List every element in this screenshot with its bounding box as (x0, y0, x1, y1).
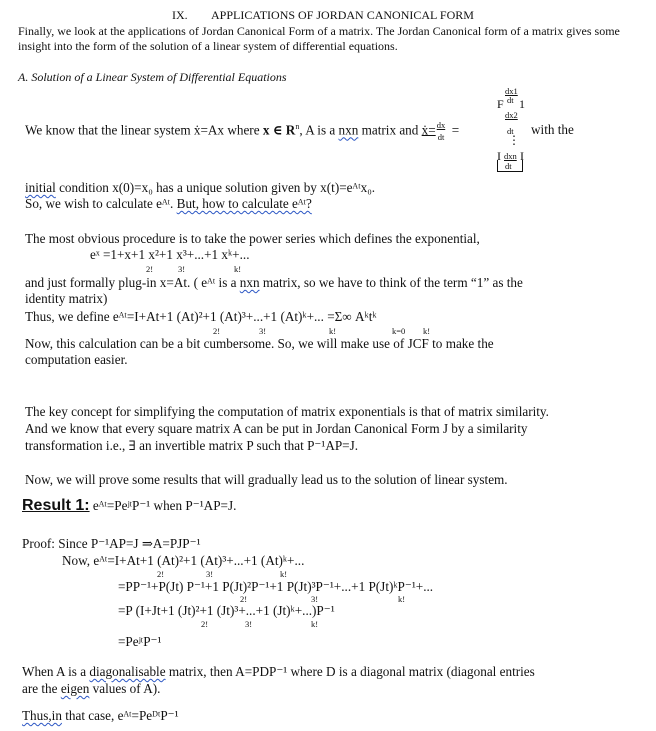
initial-condition-line (25, 180, 375, 196)
system-nxn: nxn (338, 122, 359, 138)
diag-eigen: eigen (60, 681, 90, 696)
system-line: We know that the linear system ẋ=Ax where x ∈ $R^n$, A is a nxn matrix and ẋ= $\frac{dx}{dt}$ = (25, 120, 460, 143)
system-condition: x ∈ R (262, 122, 296, 138)
system-with-the: with the (531, 122, 574, 137)
proof-since: Proof: Since P⁻¹AP=J ⇒A=PJP⁻¹ (22, 536, 201, 551)
series-denom-2: 2! (146, 264, 154, 274)
result-1-label: Result 1: (22, 497, 90, 514)
intro-line-2: insight into the form of the solution of a linear system of differential equations. (18, 39, 398, 53)
system-xdot: ẋ= (421, 122, 436, 138)
define-denom-k: k! (329, 326, 337, 336)
define-denom-2: 2! (213, 326, 221, 336)
plugin-identity: identity matrix) (25, 291, 108, 306)
vector-dxn: dxn (504, 151, 517, 161)
system-where: where (224, 122, 263, 138)
result-1 (22, 497, 236, 515)
vector-dt-n: dt (505, 161, 512, 171)
proof-pp-denom-k: k! (398, 594, 406, 604)
key-concept-line-2: And we know that every square matrix A can be put in Jordan Canonical Form J by a similarity (25, 421, 528, 436)
heading-title: APPLICATIONS OF JORDAN CANONICAL FORM (211, 8, 474, 22)
proof-final: =PeʲᵗP⁻¹ (118, 634, 162, 649)
define-denom-3: 3! (259, 326, 267, 336)
proof-pp-line: =PP⁻¹+P(Jt) P⁻¹+1 P(Jt)²P⁻¹+1 P(Jt)³P⁻¹+...+1 P(Jt)ᵏP⁻¹+... (118, 579, 434, 594)
plugin-b: matrix, so we have to think of the term “1” as the (259, 275, 523, 290)
system-matrix-and: matrix and (358, 122, 422, 138)
vector-dx1: dx1 (505, 86, 518, 96)
diag-word: diagonalisable (89, 664, 166, 679)
define-sum-index: k=0 (392, 326, 406, 336)
system-dt: dt (437, 132, 445, 143)
plugin-a: and just formally plug-in x=At. ( eᴬᵗ is a (25, 275, 240, 290)
heading-numeral: IX. (172, 8, 188, 22)
intro-line-1: Finally, we look at the applications of Jordan Canonical Form of a matrix. The Jordan Canonical form of a matrix gives some (18, 24, 620, 38)
calc-wish: So, we wish to calculate eᴬᵗ. (25, 196, 177, 211)
vector-dots: ⋮ (508, 133, 520, 147)
diag-line-1 (22, 664, 535, 680)
proof-now-denom-k: k! (280, 569, 288, 579)
obvious-procedure: The most obvious procedure is to take the power series which defines the exponential, (25, 231, 480, 246)
proof-bracket-denom-k: k! (311, 619, 319, 629)
system-a-is: , A is a (299, 122, 339, 138)
diag-a: When A is a (22, 664, 90, 679)
series-denom-3: 3! (178, 264, 186, 274)
diag-d: values of A). (89, 681, 161, 696)
plugin-nxn: nxn (239, 275, 260, 290)
calc-question: But, how to calculate eᴬᵗ? (176, 196, 312, 211)
vector-bracket-mid: I (497, 149, 501, 163)
cumbersome-line-1: Now, this calculation can be a bit cumbersome. So, we will make use of JCF to make the (25, 336, 494, 351)
diag-line-2 (22, 681, 160, 697)
proof-bracket-denom-3: 3! (245, 619, 253, 629)
thus-word: Thus,in (22, 708, 62, 723)
section-heading (172, 8, 474, 23)
section-a-title: A. Solution of a Linear System of Differential Equations (18, 70, 287, 84)
vector-dt-1: dt (507, 95, 514, 105)
initial-rest: condition x(0)=x₀ has a unique solution given by x(t)=eᴬᵗx₀. (55, 180, 376, 195)
thus-rest: that case, eᴬᵗ=PeᴰᵗP⁻¹ (61, 708, 179, 723)
diag-c: are the (22, 681, 61, 696)
series-exponential: eˣ =1+x+1 x²+1 x³+...+1 xᵏ+... (90, 247, 250, 262)
result-1-statement: eᴬᵗ=PeʲᵗP⁻¹ when P⁻¹AP=J. (89, 498, 237, 513)
vector-dx2: dx2 (505, 110, 518, 120)
key-concept-line-3: transformation i.e., ∃ an invertible matrix P such that P⁻¹AP=J. (25, 438, 359, 453)
system-dx: dx (436, 120, 446, 131)
plugin-line (25, 275, 523, 291)
system-equation: ẋ=Ax (193, 122, 225, 138)
proof-now-denom-2: 2! (157, 569, 165, 579)
vector-dt-2: dt (507, 126, 514, 136)
vector-bracket-mid-right: I (520, 149, 524, 163)
vector-bracket-top: F (497, 97, 504, 111)
thus-line (22, 708, 179, 724)
series-denom-k: k! (234, 264, 242, 274)
prove-results-line: Now, we will prove some results that will gradually lead us to the solution of linear system. (25, 472, 508, 487)
proof-pp-denom-2: 2! (240, 594, 248, 604)
system-pre: We know that the linear system (25, 122, 194, 138)
calculate-line (25, 196, 312, 212)
vector-bracket-top-right: 1 (519, 97, 525, 111)
key-concept-line-1: The key concept for simplifying the computation of matrix exponentials is that of matrix similarity. (25, 404, 549, 419)
define-sum-denom: k! (423, 326, 431, 336)
definition-formula: Thus, we define eᴬᵗ=I+At+1 (At)²+1 (At)³+...+1 (At)ᵏ+... =Σ∞ Aᵏtᵏ (25, 309, 377, 324)
cumbersome-line-2: computation easier. (25, 352, 128, 367)
diag-b: matrix, then A=PDP⁻¹ where D is a diagonal matrix (diagonal entries (165, 664, 535, 679)
system-equals: = (451, 122, 460, 138)
proof-bracket-line: =P (I+Jt+1 (Jt)²+1 (Jt)³+...+1 (Jt)ᵏ+...)P⁻¹ (118, 603, 335, 618)
proof-bracket-denom-2: 2! (201, 619, 209, 629)
proof-pp-denom-3: 3! (311, 594, 319, 604)
initial-word: initial (25, 180, 56, 195)
proof-now-denom-3: 3! (206, 569, 214, 579)
proof-expansion: Now, eᴬᵗ=I+At+1 (At)²+1 (At)³+...+1 (At)ᵏ+... (62, 553, 305, 568)
